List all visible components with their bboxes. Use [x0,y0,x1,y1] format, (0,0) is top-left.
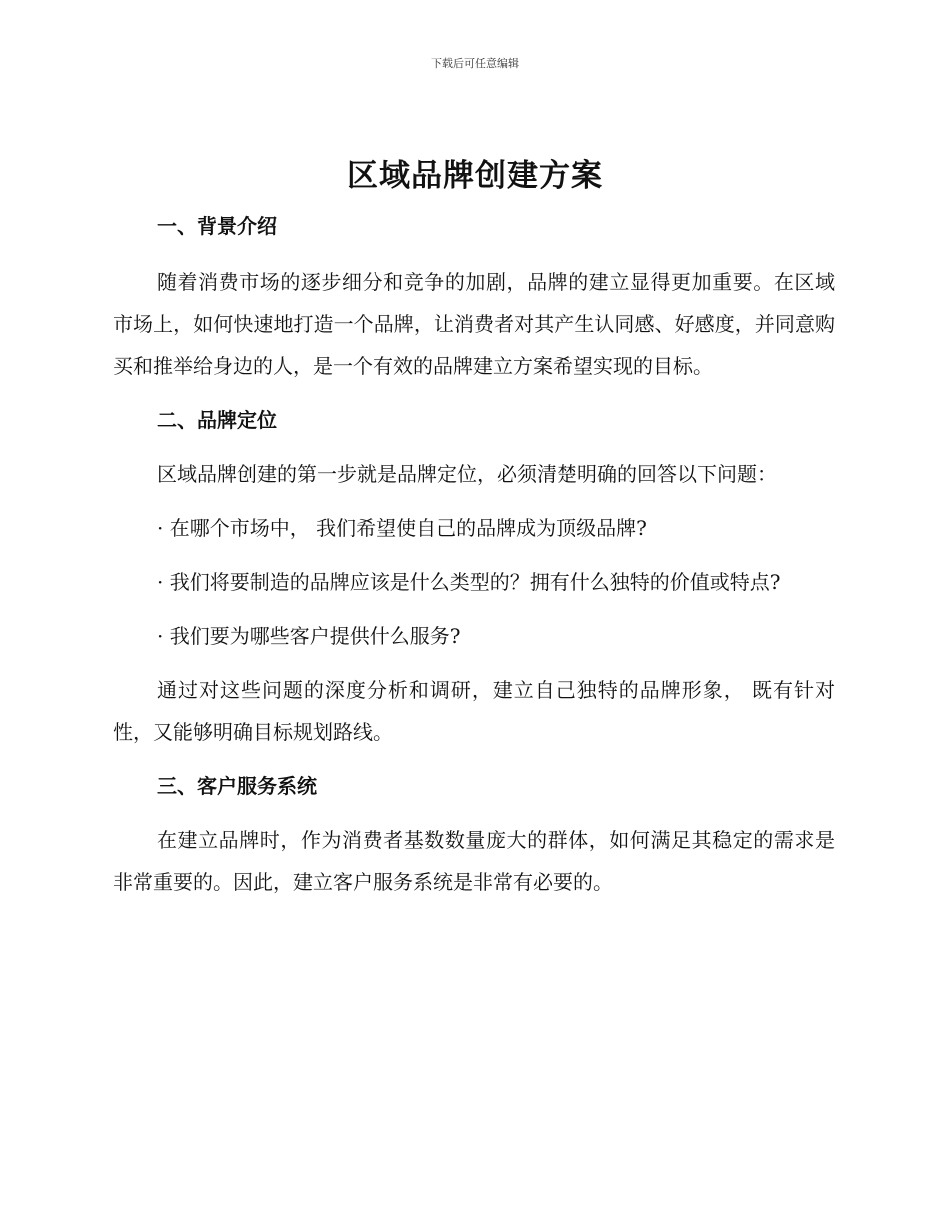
section-heading-brand-positioning: 二、品牌定位 [157,408,277,432]
document-body [113,205,835,903]
section-heading-customer-service: 三、客户服务系统 [157,774,317,798]
section-paragraph: 随着消费市场的逐步细分和竞争的加剧，品牌的建立显得更加重要。在区域市场上，如何快速地打造一个品牌，让消费者对其产生认同感、好感度，并同意购买和推举给身边的人，是一个有效的品牌建立方案希望实现的目标。 [113,270,835,378]
bullet-item: · 在哪个市场中， 我们希望使自己的品牌成为顶级品牌? [157,516,647,540]
section-paragraph: 区域品牌创建的第一步就是品牌定位，必须清楚明确的回答以下问题： [157,462,777,486]
section-paragraph: 在建立品牌时，作为消费者基数数量庞大的群体，如何满足其稳定的需求是非常重要的。因此，建立客户服务系统是非常有必要的。 [113,828,835,894]
section-paragraph: 通过对这些问题的深度分析和调研，建立自己独特的品牌形象， 既有针对性，又能够明确目标规划路线。 [113,678,835,744]
bullet-item: · 我们要为哪些客户提供什么服务? [157,624,461,648]
bullet-item: · 我们将要制造的品牌应该是什么类型的？拥有什么独特的价值或特点? [157,570,781,594]
section-heading-background: 一、背景介绍 [157,214,277,238]
header-note: 下载后可任意编辑 [431,57,519,70]
document-title: 区域品牌创建方案 [347,158,603,194]
